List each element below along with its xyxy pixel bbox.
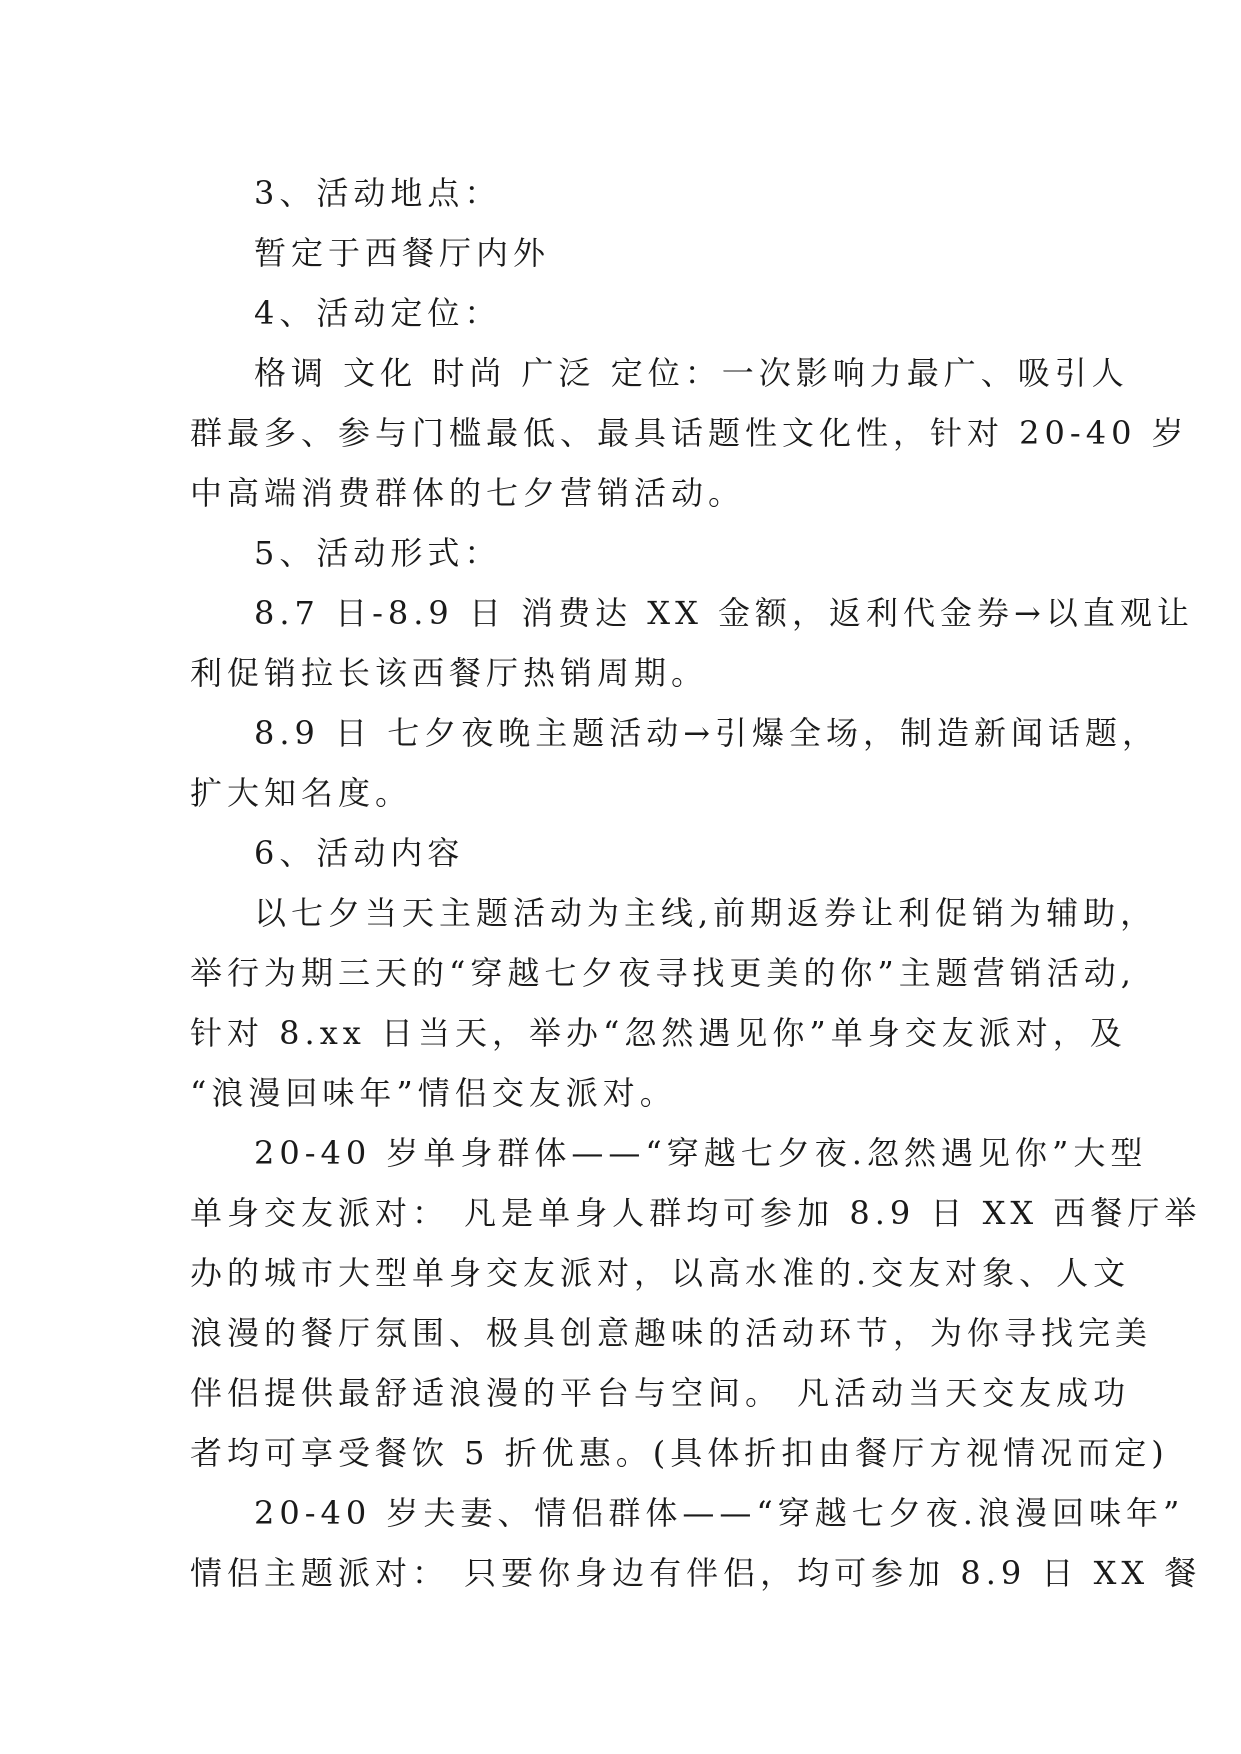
text-line: 者均可享受餐饮 5 折优惠。(具体折扣由餐厅方视情况而定) <box>190 1434 1169 1472</box>
text-line: 利促销拉长该西餐厅热销周期。 <box>190 654 709 692</box>
document-body <box>190 163 1202 1603</box>
text-line: 中高端消费群体的七夕营销活动。 <box>190 474 746 512</box>
text-line: “浪漫回味年”情侣交友派对。 <box>190 1074 677 1112</box>
text-line: 扩大知名度。 <box>190 774 413 812</box>
text-line: 4、活动定位： <box>254 294 502 332</box>
text-line: 伴侣提供最舒适浪漫的平台与空间。 凡活动当天交友成功 <box>190 1374 1131 1412</box>
text-line: 8.9 日 七夕夜晚主题活动→引爆全场，制造新闻话题， <box>254 714 1160 752</box>
text-line: 5、活动形式： <box>254 534 502 572</box>
text-line: 举行为期三天的“穿越七夕夜寻找更美的你”主题营销活动, <box>190 954 1136 992</box>
text-line: 以七夕当天主题活动为主线,前期返券让利促销为辅助， <box>254 894 1158 932</box>
text-line: 办的城市大型单身交友派对，以高水准的.交友对象、人文 <box>190 1254 1131 1292</box>
text-line: 20-40 岁夫妻、情侣群体——“穿越七夕夜.浪漫回味年” <box>254 1494 1185 1532</box>
text-line: 8.7 日-8.9 日 消费达 XX 金额，返利代金券→以直观让 <box>254 594 1194 632</box>
text-line: 格调 文化 时尚 广泛 定位：一次影响力最广、吸引人 <box>254 354 1129 392</box>
text-line: 情侣主题派对： 只要你身边有伴侣，均可参加 8.9 日 XX 餐 <box>190 1554 1202 1592</box>
text-line: 6、活动内容 <box>254 834 465 872</box>
text-line: 3、活动地点： <box>254 174 502 212</box>
text-line: 浪漫的餐厅氛围、极具创意趣味的活动环节，为你寻找完美 <box>190 1314 1153 1352</box>
text-line: 单身交友派对： 凡是单身人群均可参加 8.9 日 XX 西餐厅举 <box>190 1194 1202 1232</box>
text-line: 针对 8.xx 日当天，举办“忽然遇见你”单身交友派对，及 <box>190 1014 1127 1052</box>
text-line: 群最多、参与门槛最低、最具话题性文化性，针对 20-40 岁 <box>190 414 1189 452</box>
text-line: 暂定于西餐厅内外 <box>254 234 551 272</box>
text-line: 20-40 岁单身群体——“穿越七夕夜.忽然遇见你”大型 <box>254 1134 1148 1172</box>
